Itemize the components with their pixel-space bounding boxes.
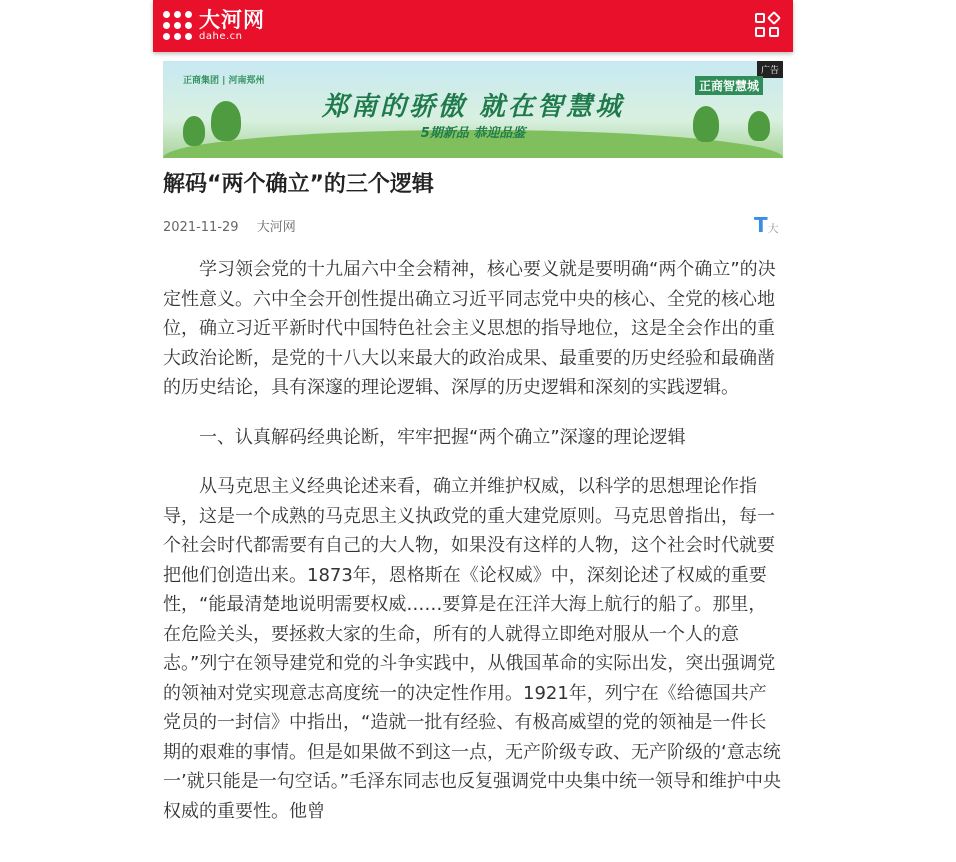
top-navbar [153, 0, 793, 52]
article-paragraph: 从马克思主义经典论述来看，确立并维护权威，以科学的思想理论作指导，这是一个成熟的马克思主义执政党的重大建党原则。马克思曾指出，每一个社会时代都需要有自己的大人物，如果没有这样的人物，这个社会时代就要把他们创造出来。1873年，恩格斯在《论权威》中，深刻论述了权威的重要性，“能最清楚地说明需要权威……要算是在汪洋大海上航行的船了。那里，在危险关头，要拯救大家的生命，所有的人就得立即绝对服从一个人的意志。”列宁在领导建党和党的斗争实践中，从俄国革命的实际出发，突出强调党的领袖对党实现意志高度统一的决定性作用。1921年，列宁在《给德国共产党员的一封信》中指出，“造就一批有经验、有极高威望的党的领袖是一件长期的艰难的事情。但是如果做不到这一点，无产阶级专政、无产阶级的‘意志统一’就只能是一句空话。”毛泽东同志也反复强调党中央集中统一领导和维护中央权威的重要性。他曾 [163, 476, 782, 822]
banner-headline: 郑南的骄傲 就在智慧城 [321, 92, 625, 122]
banner-corner-logo: 正商集团 | 河南郑州 [183, 76, 265, 86]
article-source: 大河网 [256, 220, 296, 235]
article-meta [163, 216, 310, 235]
tree-icon [211, 101, 241, 141]
menu-grid-icon[interactable] [755, 13, 781, 39]
font-size-icon: T [754, 213, 768, 237]
font-size-label: 大 [767, 222, 779, 235]
ad-banner[interactable] [163, 61, 783, 158]
ad-tag: 广告 [757, 61, 783, 78]
article-paragraph: 学习领会党的十九届六中全会精神，核心要义就是要明确“两个确立”的决定性意义。六中全会开创性提出确立习近平同志党中央的核心、全党的核心地位，确立习近平新时代中国特色社会主义思想的指导地位，这是全会作出的重大政治论断，是党的十八大以来最大的政治成果、最重要的历史经验和最确凿的历史结论，具有深邃的理论逻辑、深厚的历史逻辑和深刻的实践逻辑。 [163, 259, 776, 398]
banner-brand: 正商智慧城 [695, 76, 763, 95]
article-section-heading: 一、认真解码经典论断，牢牢把握“两个确立”深邃的理论逻辑 [199, 426, 686, 448]
tree-icon [183, 116, 205, 146]
tree-icon [748, 111, 770, 141]
logo-name: 大河网 [199, 8, 265, 32]
tree-icon [693, 106, 719, 142]
logo-domain: dahe.cn [199, 31, 243, 42]
font-size-toggle[interactable] [754, 213, 779, 237]
article-body [163, 255, 783, 846]
logo-dots-icon [163, 11, 193, 41]
banner-subline: 5期新品 恭迎品鉴 [420, 126, 526, 141]
site-logo[interactable] [163, 8, 265, 44]
article-title: 解码“两个确立”的三个逻辑 [163, 172, 434, 197]
article-date: 2021-11-29 [163, 220, 239, 235]
